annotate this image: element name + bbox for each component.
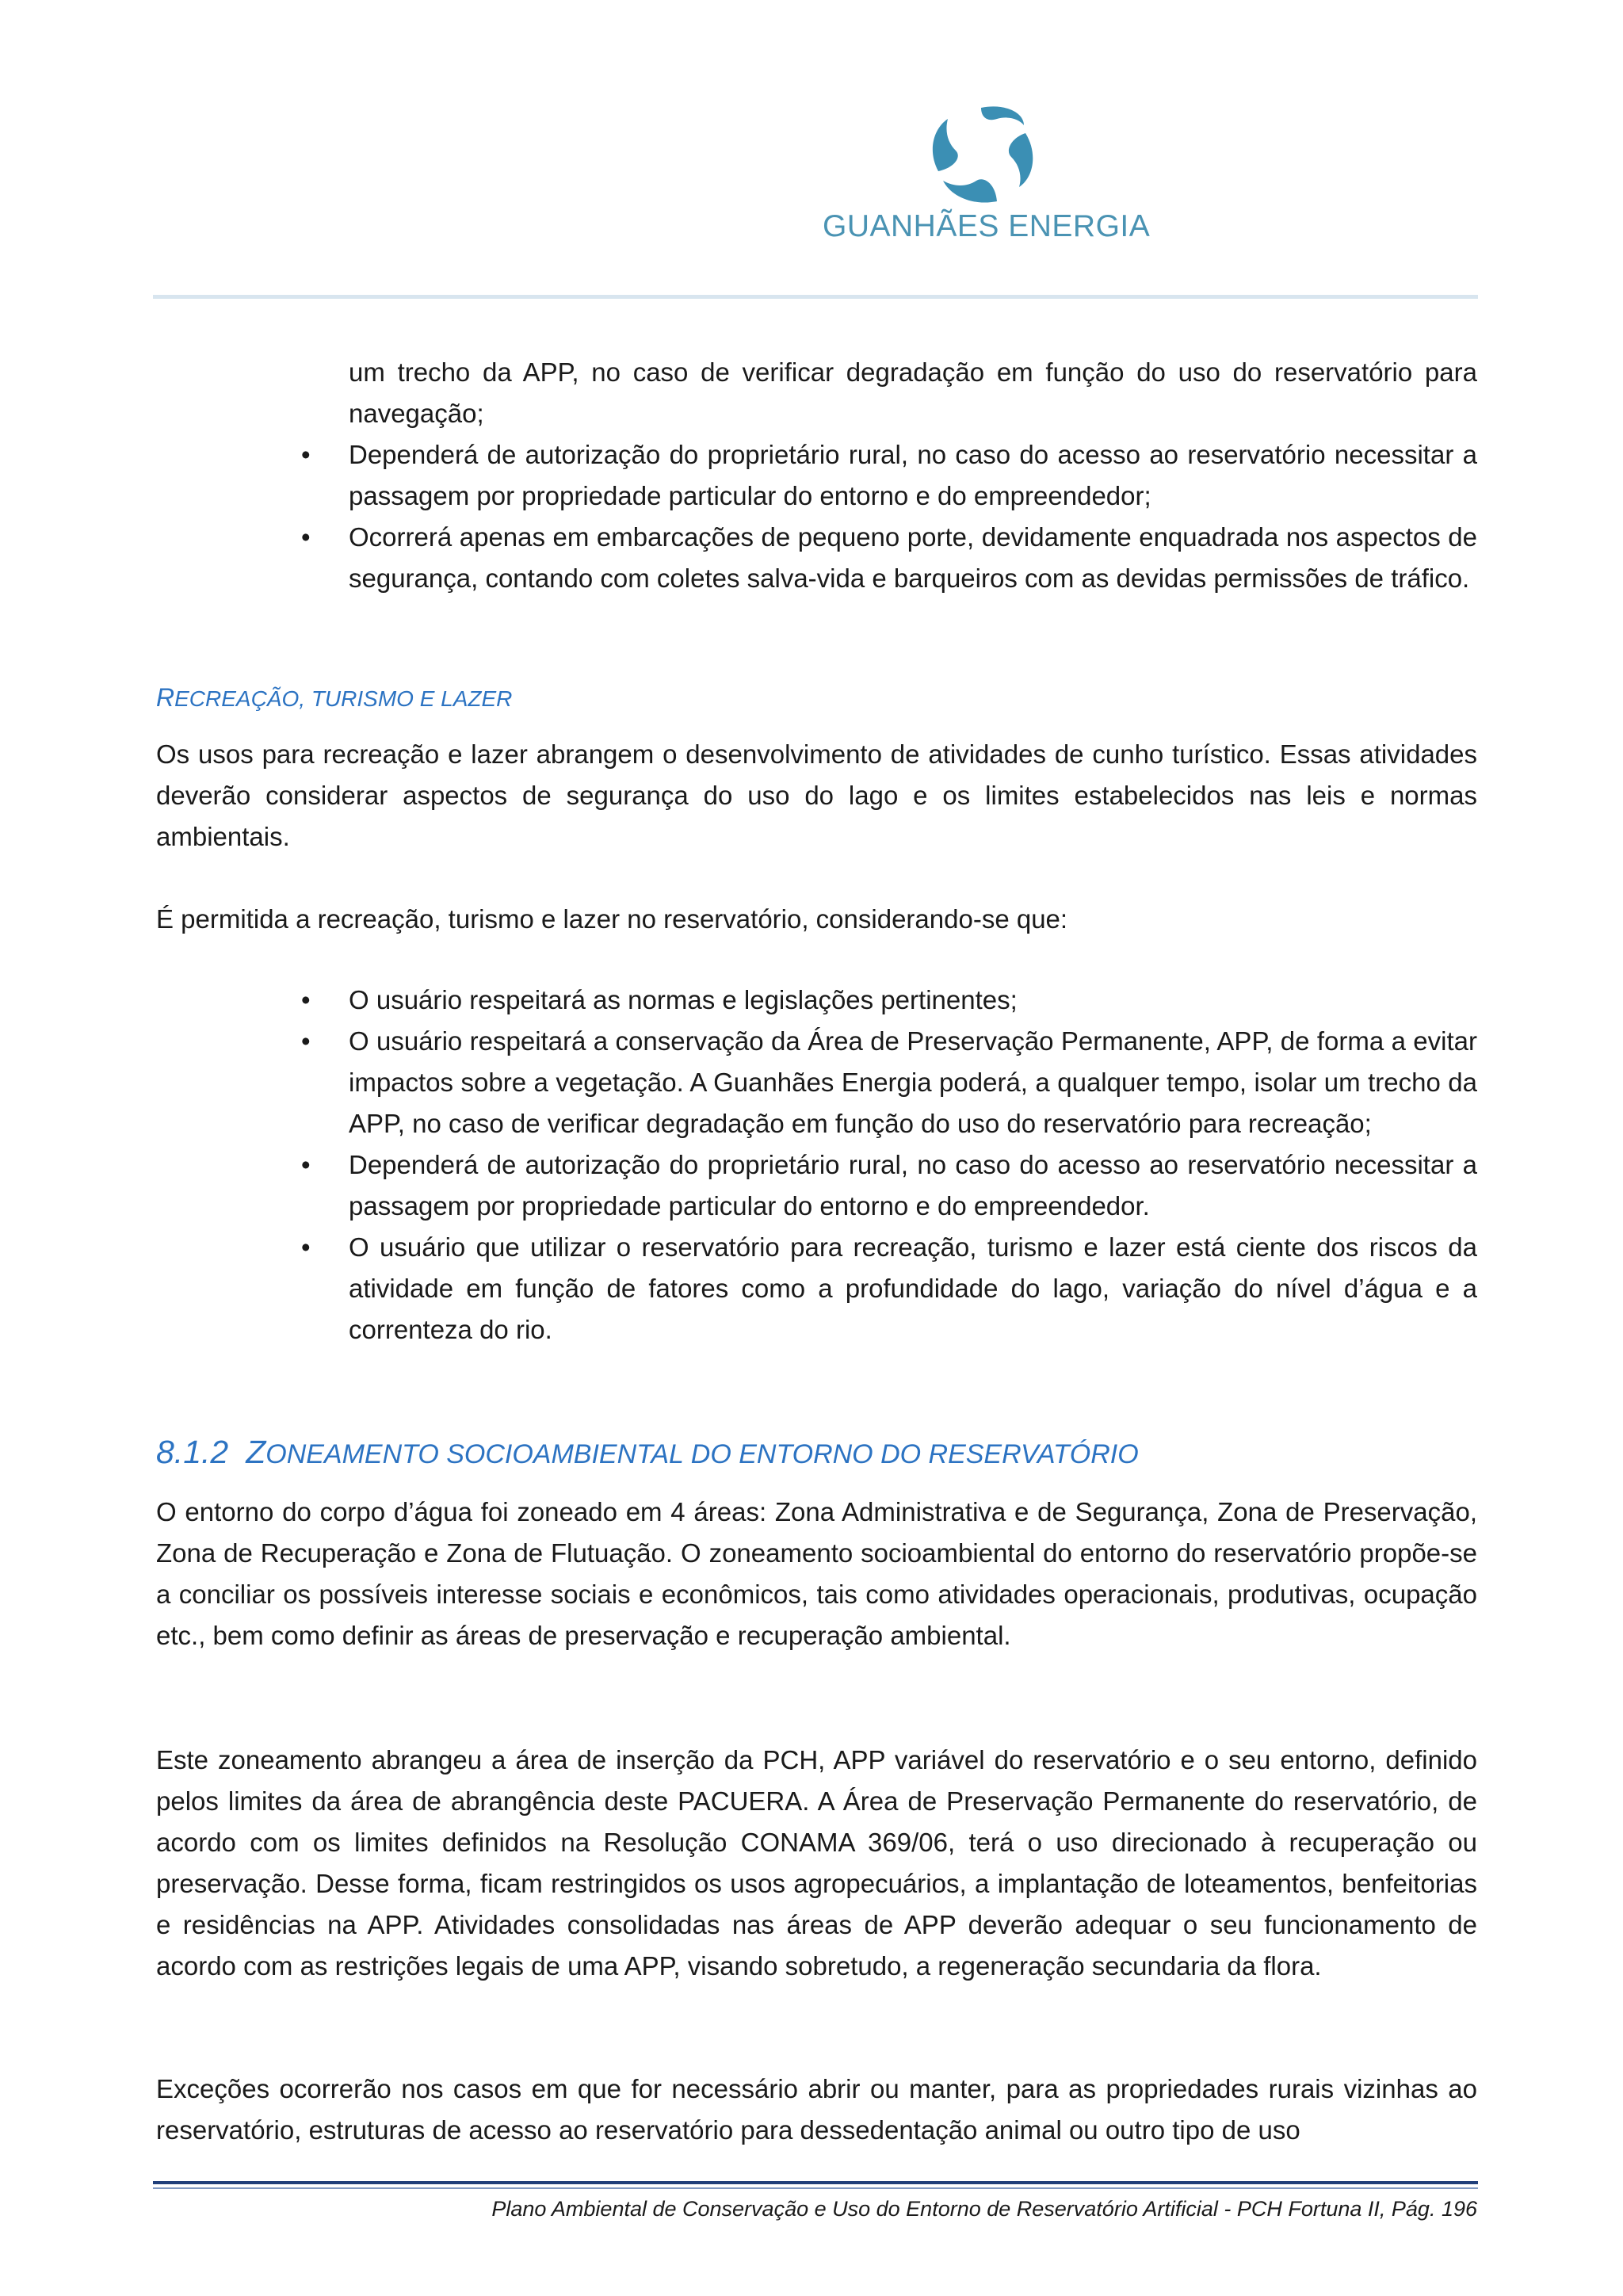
section-heading-recreation: RECREAÇÃO, TURISMO E LAZER — [156, 683, 513, 712]
recreation-bullet-list — [301, 980, 1477, 1350]
list-item: • O usuário respeitará as normas e legislações pertinentes; — [349, 980, 1477, 1021]
list-item: • Dependerá de autorização do proprietário rural, no caso do acesso ao reservatório necessitar a passagem por propriedade particular do entorno e do empreendedor; — [349, 434, 1477, 517]
list-item: • O usuário respeitará a conservação da Área de Preservação Permanente, APP, de forma a evitar impactos sobre a vegetação. A Guanhães Energia poderá, a qualquer tempo, isolar um trecho da APP, no caso de verificar degradação em função do uso do reservatório para recreação; — [349, 1021, 1477, 1144]
header-divider — [153, 295, 1478, 299]
bullet-icon: • — [301, 522, 311, 552]
zoning-paragraph-3: Exceções ocorrerão nos casos em que for necessário abrir ou manter, para as propriedades rurais vizinhas ao reservatório, estruturas de acesso ao reservatório para dessedentação animal ou outro tipo de uso — [156, 2074, 1477, 2145]
subsection-number: 8.1.2 — [156, 1434, 229, 1470]
footer-divider-thin — [153, 2187, 1478, 2189]
zoning-paragraph-2: Este zoneamento abrangeu a área de inserção da PCH, APP variável do reservatório e o seu entorno, definido pelos limites da área de abrangência deste PACUERA. A Área de Preservação Permanente do reservatório, de acordo com os limites definidos na Resolução CONAMA 369/06, terá o uso direcionado à recuperação ou preservação. Desse forma, ficam restringidos os usos agropecuários, a implantação de loteamentos, benfeitorias e residências na APP. Atividades consolidadas nas áreas de APP deverão adequar o seu funcionamento de acordo com as restrições legais de uma APP, visando sobretudo, a regeneração secundaria da flora. — [156, 1745, 1477, 1981]
footer-divider — [153, 2181, 1478, 2184]
subsection-heading-zoning: 8.1.2 ZONEAMENTO SOCIOAMBIENTAL DO ENTORNO DO RESERVATÓRIO — [156, 1434, 1139, 1470]
bullet-icon: • — [301, 1232, 311, 1262]
company-logo — [823, 105, 1151, 251]
intro-continuation-text: um trecho da APP, no caso de verificar degradação em função do uso do reservatório para navegação; — [349, 357, 1477, 428]
bullet-icon: • — [301, 985, 311, 1014]
bullet-icon: • — [301, 1026, 311, 1056]
recreation-paragraph-1: Os usos para recreação e lazer abrangem o desenvolvimento de atividades de cunho turístico. Essas atividades deverão considerar aspectos de segurança do uso do lago e os limites estabelecidos nas leis e normas ambientais. — [156, 739, 1477, 851]
zoning-paragraph-1: O entorno do corpo d’água foi zoneado em 4 áreas: Zona Administrativa e de Segurança, Zona de Preservação, Zona de Recuperação e Zona de Flutuação. O zoneamento socioambiental do entorno do reservatório propõe-se a conciliar os possíveis interesse sociais e econômicos, tais como atividades operacionais, produtivas, ocupação etc., bem como definir as áreas de preservação e recuperação ambiental. — [156, 1497, 1477, 1650]
recreation-paragraph-2: É permitida a recreação, turismo e lazer no reservatório, considerando-se que: — [156, 904, 1068, 934]
navigation-bullet-list — [301, 434, 1477, 599]
list-item: • Ocorrerá apenas em embarcações de pequeno porte, devidamente enquadrada nos aspectos de segurança, contando com coletes salva-vida e barqueiros com as devidas permissões de tráfico. — [349, 517, 1477, 599]
footer-text: Plano Ambiental de Conservação e Uso do Entorno de Reservatório Artificial - PCH Fortuna II, Pág. 196 — [491, 2197, 1477, 2221]
bullet-icon: • — [301, 440, 311, 469]
guanhaes-energia-logo-icon — [932, 105, 1035, 203]
logo-text: GUANHÃES ENERGIA — [823, 209, 1151, 243]
list-item: • O usuário que utilizar o reservatório para recreação, turismo e lazer está ciente dos riscos da atividade em função de fatores como a profundidade do lago, variação do nível d’água e a correnteza do rio. — [349, 1227, 1477, 1350]
bullet-icon: • — [301, 1150, 311, 1179]
list-item: • Dependerá de autorização do proprietário rural, no caso do acesso ao reservatório necessitar a passagem por propriedade particular do entorno e do empreendedor. — [349, 1144, 1477, 1227]
